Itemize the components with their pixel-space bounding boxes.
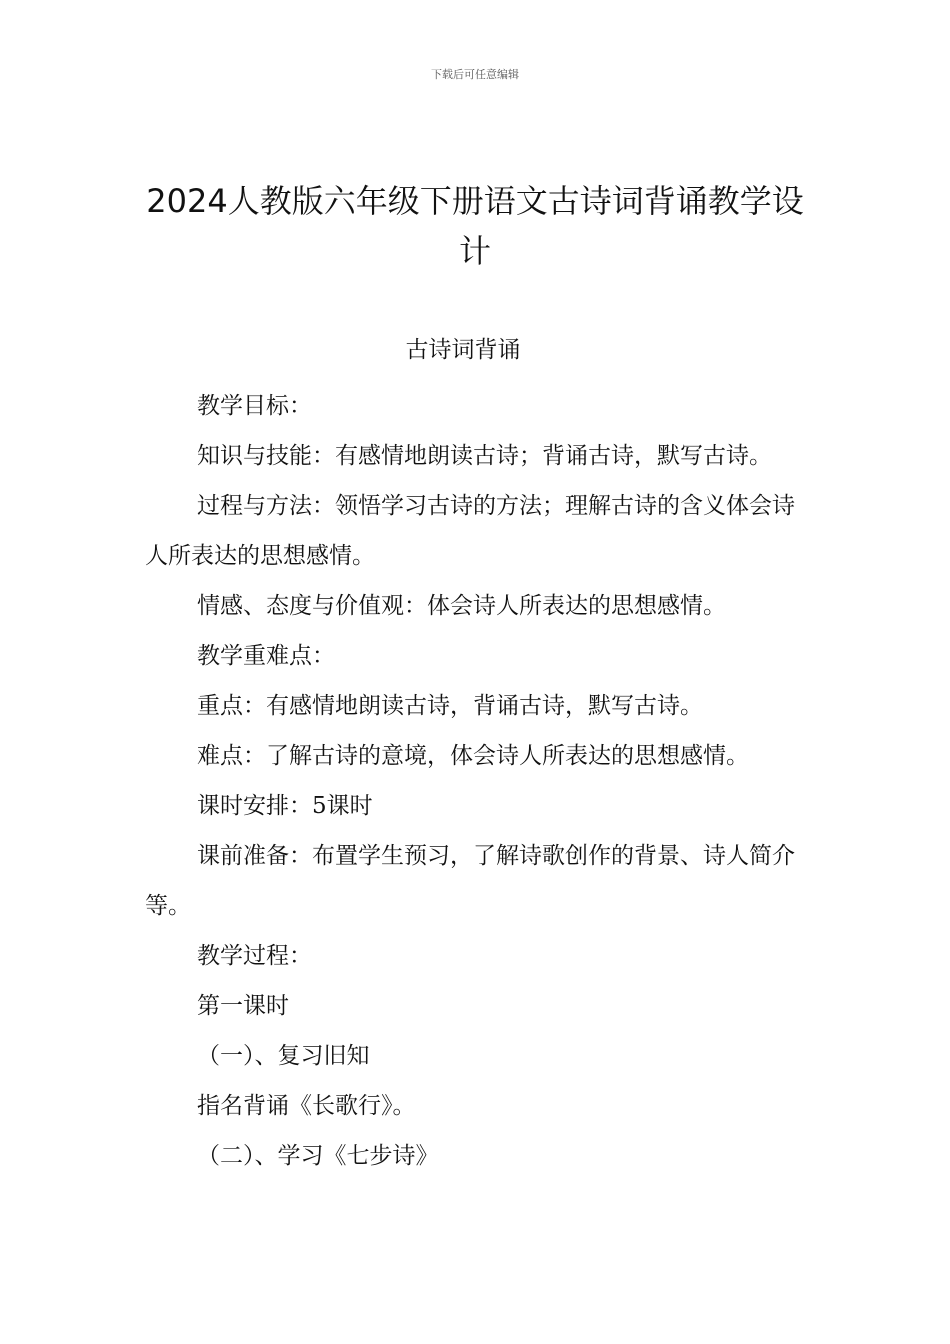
document-body	[145, 381, 805, 1181]
document-subtitle: 古诗词背诵	[405, 337, 521, 363]
paragraph-recite: 指名背诵《长歌行》。	[197, 1093, 416, 1119]
paragraph-key-difficulties: 教学重难点：	[197, 643, 335, 669]
paragraph-key-points: 重点：有感情地朗读古诗，背诵古诗，默写古诗。	[197, 693, 703, 719]
paragraph-teaching-goals: 教学目标：	[197, 393, 312, 419]
paragraph-first-lesson: 第一课时	[197, 993, 289, 1019]
paragraph-difficulties: 难点：了解古诗的意境，体会诗人所表达的思想感情。	[197, 743, 749, 769]
paragraph-study-poem: （二）、学习《七步诗》	[197, 1143, 439, 1169]
document-title: 2024人教版六年级下册语文古诗词背诵教学设计	[146, 182, 804, 270]
paragraph-knowledge-skills: 知识与技能：有感情地朗读古诗；背诵古诗，默写古诗。	[197, 443, 772, 469]
header-note: 下载后可任意编辑	[431, 68, 519, 81]
paragraph-teaching-process: 教学过程：	[197, 943, 312, 969]
paragraph-schedule: 课时安排：5课时	[197, 793, 373, 819]
paragraph-process-method: 过程与方法：领悟学习古诗的方法；理解古诗的含义体会诗人所表达的思想感情。	[145, 493, 795, 569]
paragraph-review: （一）、复习旧知	[197, 1043, 370, 1069]
paragraph-preparation: 课前准备：布置学生预习，了解诗歌创作的背景、诗人简介等。	[145, 843, 795, 919]
paragraph-emotion-values: 情感、态度与价值观：体会诗人所表达的思想感情。	[197, 593, 726, 619]
